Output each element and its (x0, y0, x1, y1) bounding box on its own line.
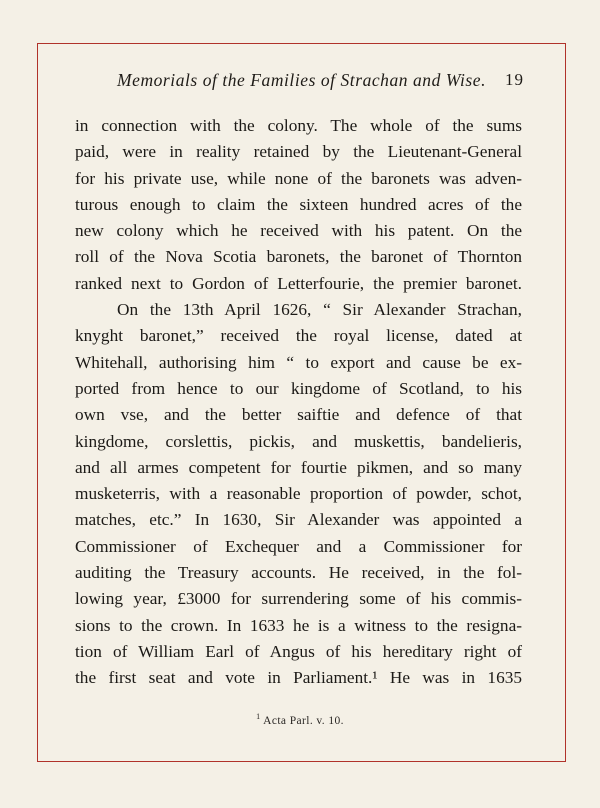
text-line: in connection with the colony. The whole of the sums (75, 116, 522, 135)
text-line: Whitehall, authorising him “ to export and cause be ex- (75, 352, 522, 372)
running-header (0, 70, 600, 100)
text-line: sions to the crown. In 1633 he is a witness to the resigna- (75, 615, 522, 635)
footnote (0, 712, 600, 727)
text-line: own vse, and the better saiftie and defence of that (75, 405, 522, 425)
text-line: and all armes competent for fourtie pikmen, and so many (75, 457, 522, 477)
text-line: Commissioner of Exchequer and a Commissioner for (75, 536, 522, 556)
text-line: paid, were in reality retained by the Lieutenant-General (75, 142, 522, 162)
text-line: ported from hence to our kingdome of Scotland, to his (75, 378, 522, 398)
text-line: lowing year, £3000 for surrendering some of his commis- (75, 589, 522, 609)
text-line: turous enough to claim the sixteen hundred acres of the (75, 194, 522, 214)
paragraph-start-line: On the 13th April 1626, “ Sir Alexander Strachan, (117, 300, 522, 320)
text-line: tion of William Earl of Angus of his hereditary right of (75, 641, 522, 661)
text-line: for his private use, while none of the baronets was adven- (75, 168, 522, 188)
text-line: new colony which he received with his patent. On the (75, 221, 522, 241)
footnote-marker: 1 (256, 712, 261, 721)
text-line: auditing the Treasury accounts. He received, in the fol- (75, 563, 522, 583)
text-line: the first seat and vote in Parliament.¹ He was in 1635 (75, 668, 522, 688)
text-line: knyght baronet,” received the royal license, dated at (75, 326, 522, 346)
text-line: roll of the Nova Scotia baronets, the baronet of Thornton (75, 247, 522, 267)
page-number: 19 (505, 70, 524, 89)
text-line: matches, etc.” In 1630, Sir Alexander was appointed a (75, 510, 522, 530)
footnote-text: Acta Parl. v. 10. (263, 714, 344, 727)
text-line: kingdome, corslettis, pickis, and muskettis, bandelieris, (75, 431, 522, 451)
body-text (75, 113, 522, 692)
text-line: musketerris, with a reasonable proportion of powder, schot, (75, 484, 522, 504)
running-title: Memorials of the Families of Strachan and Wise. (117, 70, 487, 90)
text-line: ranked next to Gordon of Letterfourie, the premier baronet. (75, 273, 522, 293)
